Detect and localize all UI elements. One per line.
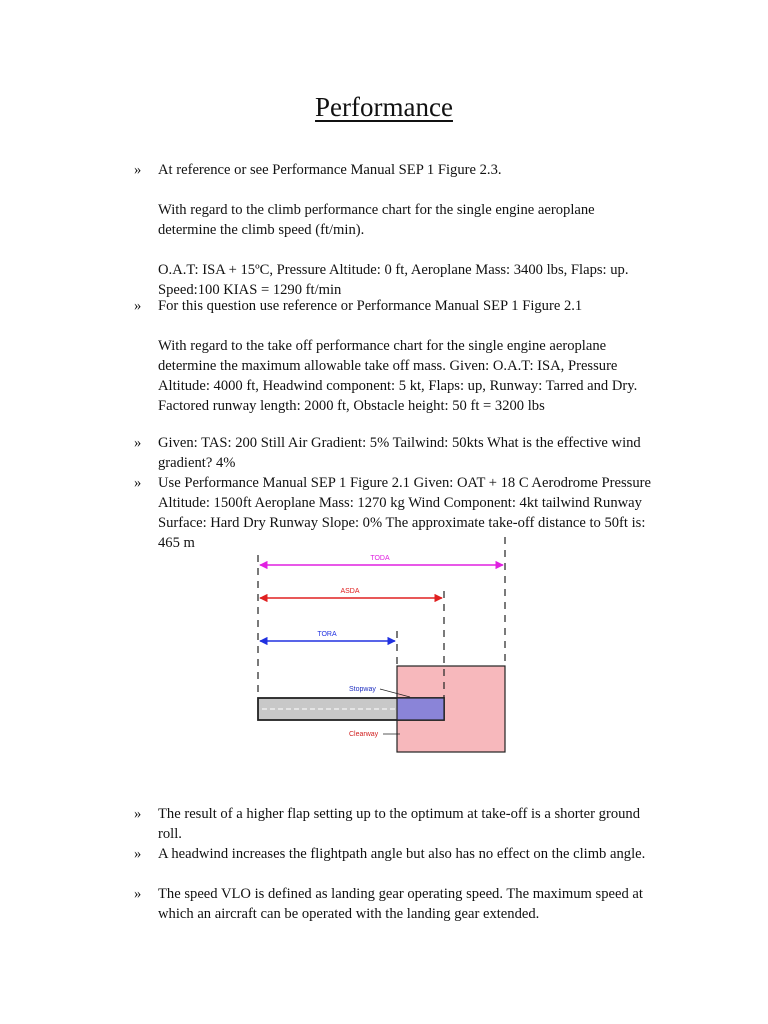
paragraph: The result of a higher flap setting up to the optimum at take-off is a shorter ground roll. xyxy=(158,806,641,842)
paragraph: A headwind increases the flightpath angle but also has no effect on the climb angle. xyxy=(158,846,646,862)
paragraph: With regard to the take off performance chart for the single engine aeroplane determine the maximum allowable take off mass. Given: O.A.T: ISA, Pressure Altitude: 4000 ft, Headwind component: 5 kt, Flaps: up, Runway: Tarred and Dry. Factored runway length: 2000 ft, Obstacle height: 50 ft = 3200 lbs xyxy=(158,338,638,414)
paragraph: O.A.T: ISA + 15ºC, Pressure Altitude: 0 ft, Aeroplane Mass: 3400 lbs, Flaps: up. Speed:100 KIAS = 1290 ft/min xyxy=(158,262,629,298)
bullet-mark: » xyxy=(134,162,142,178)
list-item xyxy=(134,160,654,300)
clearway-label: Clearway xyxy=(349,731,379,738)
list-item xyxy=(134,884,654,924)
stopway-label: Stopway xyxy=(349,686,376,693)
bullet-mark: » xyxy=(134,806,142,822)
list-item xyxy=(134,844,654,864)
bullet-mark: » xyxy=(134,298,142,314)
bullet-mark: » xyxy=(134,846,142,862)
bullet-mark: » xyxy=(134,886,142,902)
list-item xyxy=(134,433,654,473)
bullet-mark: » xyxy=(134,475,142,491)
list-item xyxy=(134,296,654,416)
paragraph: Use Performance Manual SEP 1 Figure 2.1 Given: OAT + 18 C Aerodrome Pressure Altitude: 1500ft Aeroplane Mass: 1270 kg Wind Component: 4kt tailwind Runway Surface: Hard Dry Runway Slope: 0% The approximate take-off distance to 50ft is: 465 m xyxy=(158,475,651,551)
paragraph: With regard to the climb performance chart for the single engine aeroplane determine the climb speed (ft/min). xyxy=(158,202,595,238)
runway-diagram-svg xyxy=(222,535,532,783)
asda-label: ASDA xyxy=(340,588,360,595)
toda-label: TODA xyxy=(370,555,390,562)
stopway-area xyxy=(397,698,444,720)
runway-distances-diagram xyxy=(222,535,532,783)
bullet-mark: » xyxy=(134,435,142,451)
paragraph: The speed VLO is defined as landing gear operating speed. The maximum speed at which an aircraft can be operated with the landing gear extended. xyxy=(158,886,643,922)
page-title: Performance xyxy=(315,92,453,122)
paragraph: Given: TAS: 200 Still Air Gradient: 5% Tailwind: 50kts What is the effective wind gradient? 4% xyxy=(158,435,641,471)
tora-label: TORA xyxy=(317,631,337,638)
paragraph: For this question use reference or Performance Manual SEP 1 Figure 2.1 xyxy=(158,298,583,314)
paragraph: At reference or see Performance Manual SEP 1 Figure 2.3. xyxy=(158,162,502,178)
list-item xyxy=(134,804,654,844)
